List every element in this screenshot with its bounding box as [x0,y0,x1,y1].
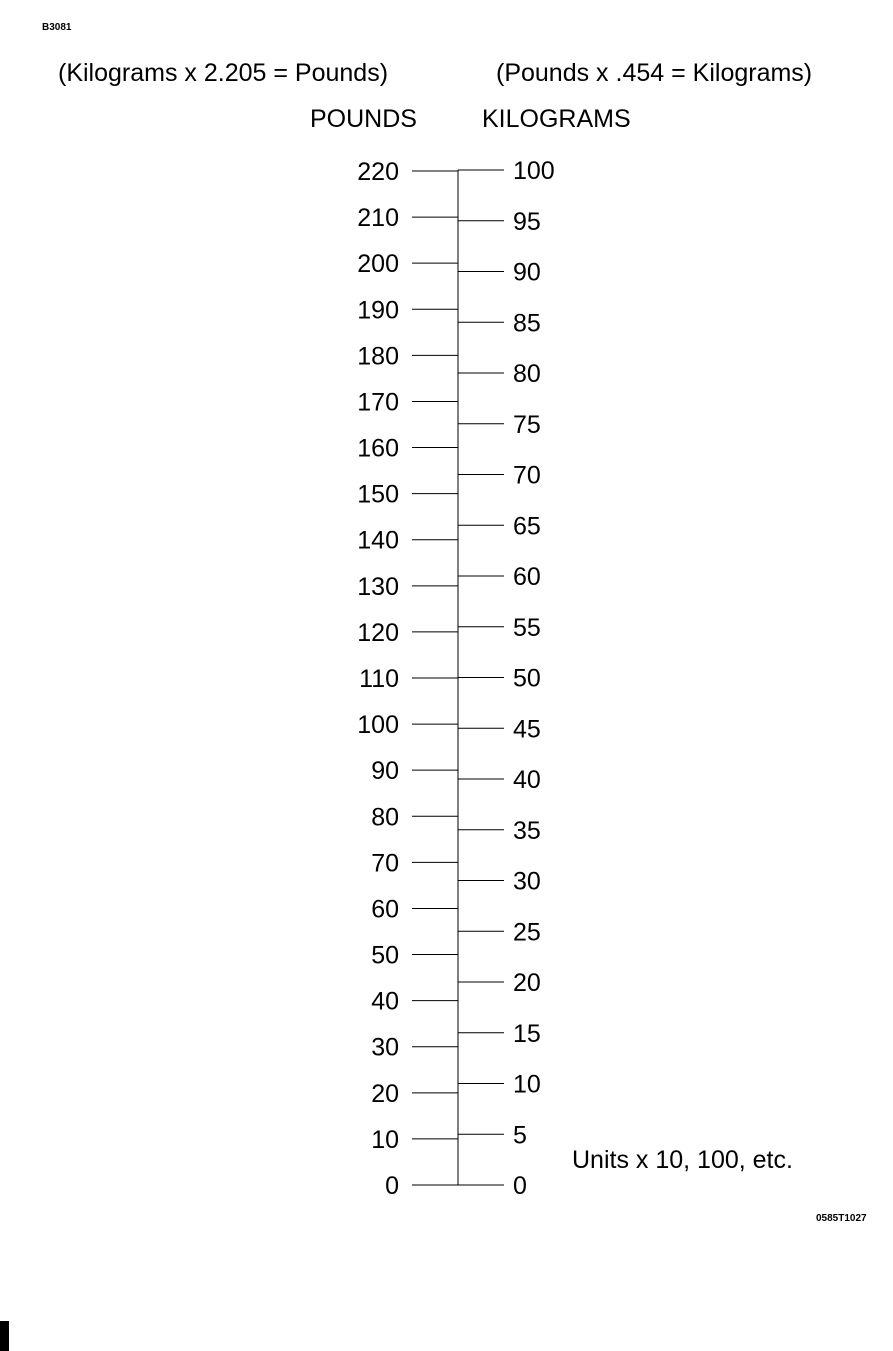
pounds-tick-label: 220 [357,158,399,186]
pounds-tick-label: 70 [371,849,399,878]
pounds-tick-label: 90 [371,757,399,786]
pounds-tick-label: 80 [371,803,399,832]
pounds-tick-label: 170 [357,388,399,417]
kilograms-tick-label: 55 [513,613,541,642]
pounds-tick-label: 130 [357,572,399,601]
kilograms-tick-label: 45 [513,715,541,744]
kilograms-tick-label: 80 [513,360,541,388]
kilograms-tick-label: 85 [513,309,541,338]
pounds-tick-label: 0 [385,1172,399,1200]
kilograms-tick-label: 90 [513,258,541,287]
kilograms-tick-label: 50 [513,664,541,693]
kilograms-tick-label: 70 [513,461,541,490]
kilograms-heading: KILOGRAMS [482,105,631,133]
pounds-tick-label: 200 [357,250,399,279]
kilograms-tick-label: 0 [513,1172,527,1200]
units-note: Units x 10, 100, etc. [572,1146,793,1174]
pounds-tick-label: 10 [371,1125,399,1154]
kilograms-tick-label: 95 [513,207,541,236]
lb-to-kg-formula: (Pounds x .454 = Kilograms) [496,59,813,87]
pounds-tick-label: 210 [357,204,399,233]
kilograms-tick-label: 20 [513,969,541,997]
kilograms-tick-label: 40 [513,766,541,794]
kilograms-tick-label: 75 [513,410,541,439]
pounds-scale [357,158,458,1200]
pounds-heading: POUNDS [310,105,417,133]
pounds-tick-label: 160 [357,434,399,463]
kilograms-tick-label: 15 [513,1019,541,1048]
pounds-tick-label: 100 [357,711,399,740]
kilograms-tick-label: 10 [513,1070,541,1099]
pounds-tick-label: 120 [357,618,399,647]
pounds-tick-label: 190 [357,296,399,325]
pounds-tick-label: 180 [357,342,399,371]
kilograms-tick-label: 30 [513,867,541,896]
kilograms-tick-label: 100 [513,157,555,185]
pounds-tick-label: 30 [371,1033,399,1062]
pounds-tick-label: 60 [371,895,399,924]
kilograms-tick-label: 5 [513,1121,527,1150]
pounds-tick-label: 140 [357,526,399,555]
registration-mark [0,1321,9,1351]
kilograms-tick-label: 60 [513,563,541,591]
kilograms-tick-label: 25 [513,918,541,947]
kg-to-lb-formula: (Kilograms x 2.205 = Pounds) [58,59,389,87]
pounds-tick-label: 50 [371,941,399,970]
figure-code: 0585T1027 [816,1213,867,1224]
kilograms-tick-label: 65 [513,512,541,541]
pounds-tick-label: 40 [371,987,399,1016]
pounds-tick-label: 110 [359,665,399,693]
pounds-tick-label: 150 [357,480,399,509]
kilograms-tick-label: 35 [513,816,541,845]
kilograms-scale [458,157,555,1200]
document-code: B3081 [42,22,72,33]
pounds-tick-label: 20 [371,1079,399,1108]
